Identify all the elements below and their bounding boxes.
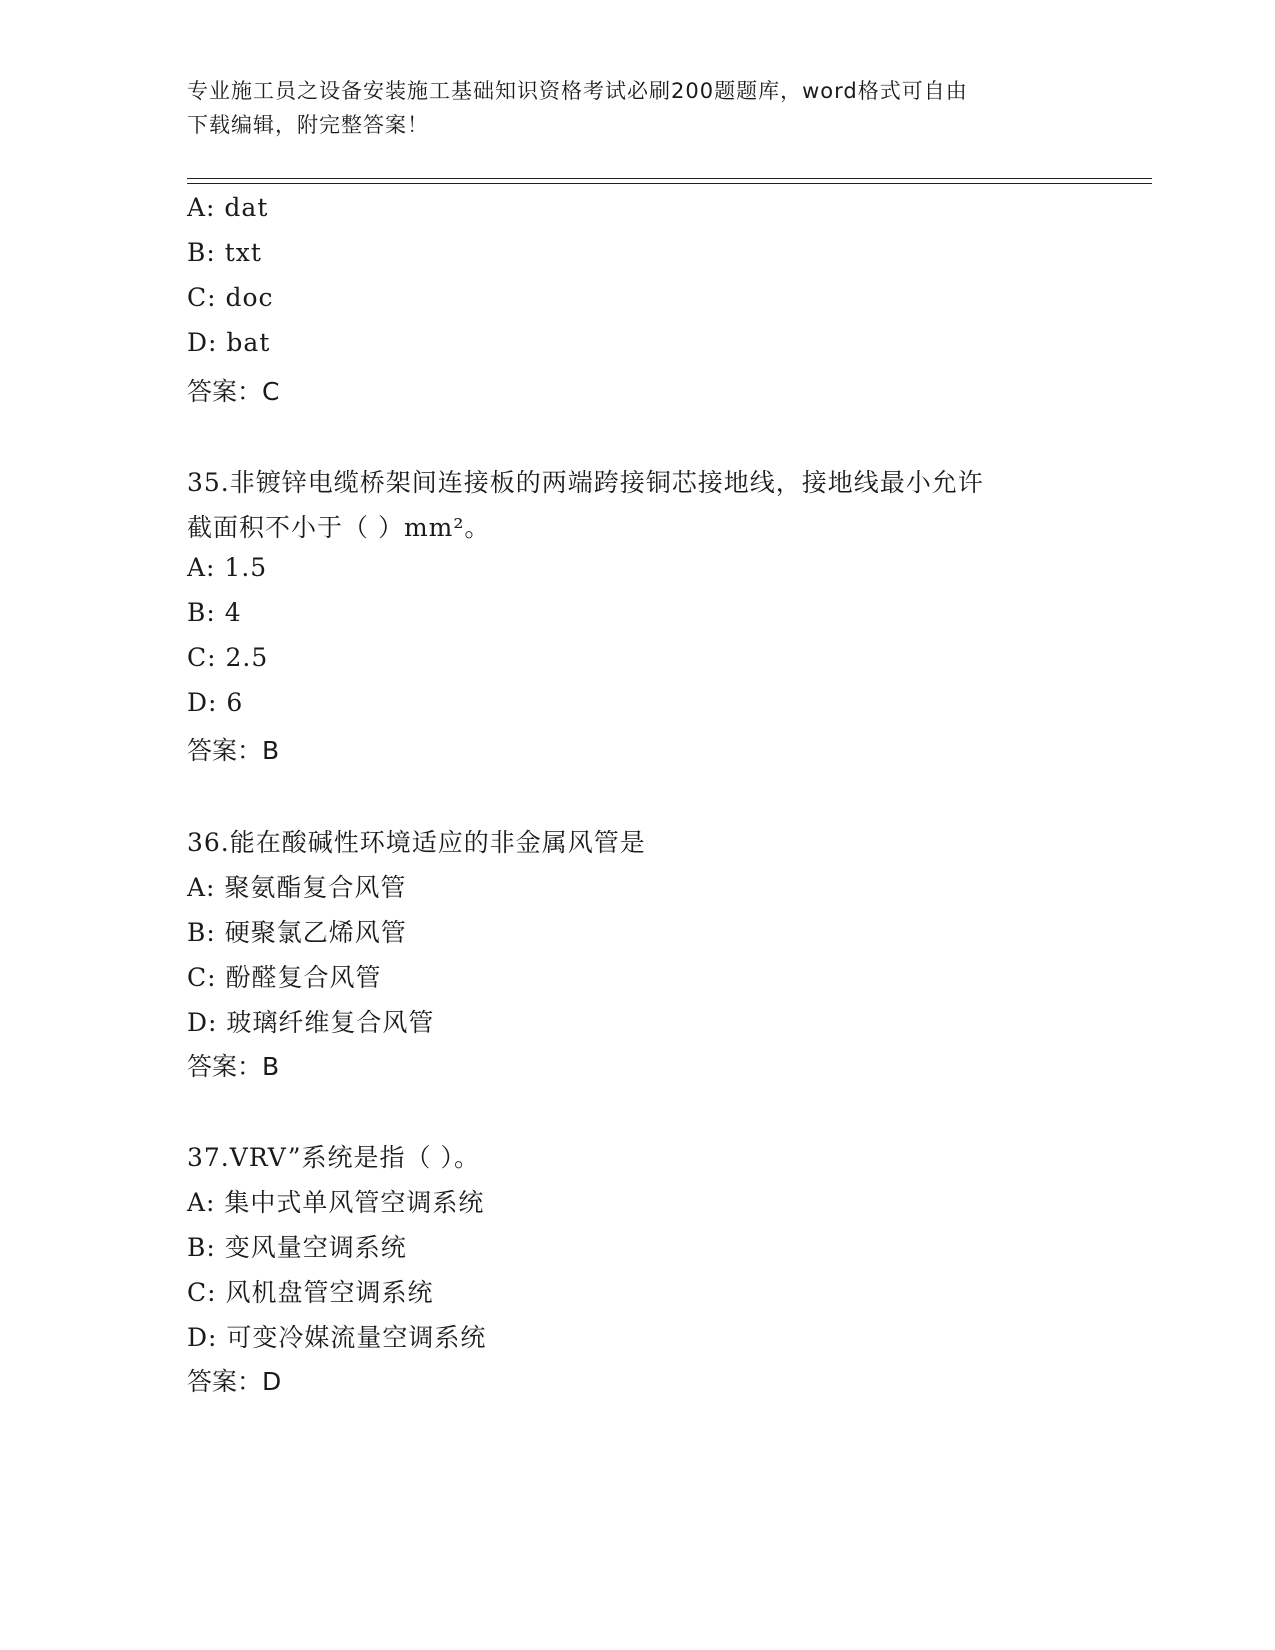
option-d: D: 玻璃纤维复合风管 (187, 1008, 435, 1037)
answer: 答案：D (187, 1367, 282, 1396)
option-c: C: doc (187, 283, 274, 312)
header-line-2: 下载编辑，附完整答案！ (187, 113, 429, 137)
option-c: C: 风机盘管空调系统 (187, 1278, 434, 1307)
question-stem-line-1: 36.能在酸碱性环境适应的非金属风管是 (187, 828, 646, 857)
header-rule-bottom (187, 183, 1152, 184)
option-c: C: 酚醛复合风管 (187, 963, 382, 992)
question-stem-line-1: 35.非镀锌电缆桥架间连接板的两端跨接铜芯接地线，接地线最小允许 (187, 468, 984, 497)
header-rule-top (187, 178, 1152, 179)
header-line-1: 专业施工员之设备安装施工基础知识资格考试必刷200题题库，word格式可自由 (187, 79, 968, 103)
option-a: A: 集中式单风管空调系统 (187, 1188, 485, 1217)
header-text (187, 74, 1087, 142)
option-d: D: bat (187, 328, 271, 357)
option-d: D: 可变冷媒流量空调系统 (187, 1323, 487, 1352)
option-a: A: dat (187, 193, 269, 222)
option-b: B: 变风量空调系统 (187, 1233, 407, 1262)
option-b: B: 硬聚氯乙烯风管 (187, 918, 407, 947)
option-a: A: 1.5 (187, 553, 268, 582)
option-a: A: 聚氨酯复合风管 (187, 873, 407, 902)
answer: 答案：B (187, 1052, 280, 1081)
option-d: D: 6 (187, 688, 244, 717)
question-stem-line-1: 37.VRV”系统是指（ ）。 (187, 1143, 480, 1172)
option-b: B: 4 (187, 598, 242, 627)
answer: 答案：C (187, 377, 280, 406)
question-stem-line-2: 截面积不小于（ ）mm²。 (187, 513, 491, 542)
option-c: C: 2.5 (187, 643, 269, 672)
option-b: B: txt (187, 238, 262, 267)
answer: 答案：B (187, 736, 280, 765)
